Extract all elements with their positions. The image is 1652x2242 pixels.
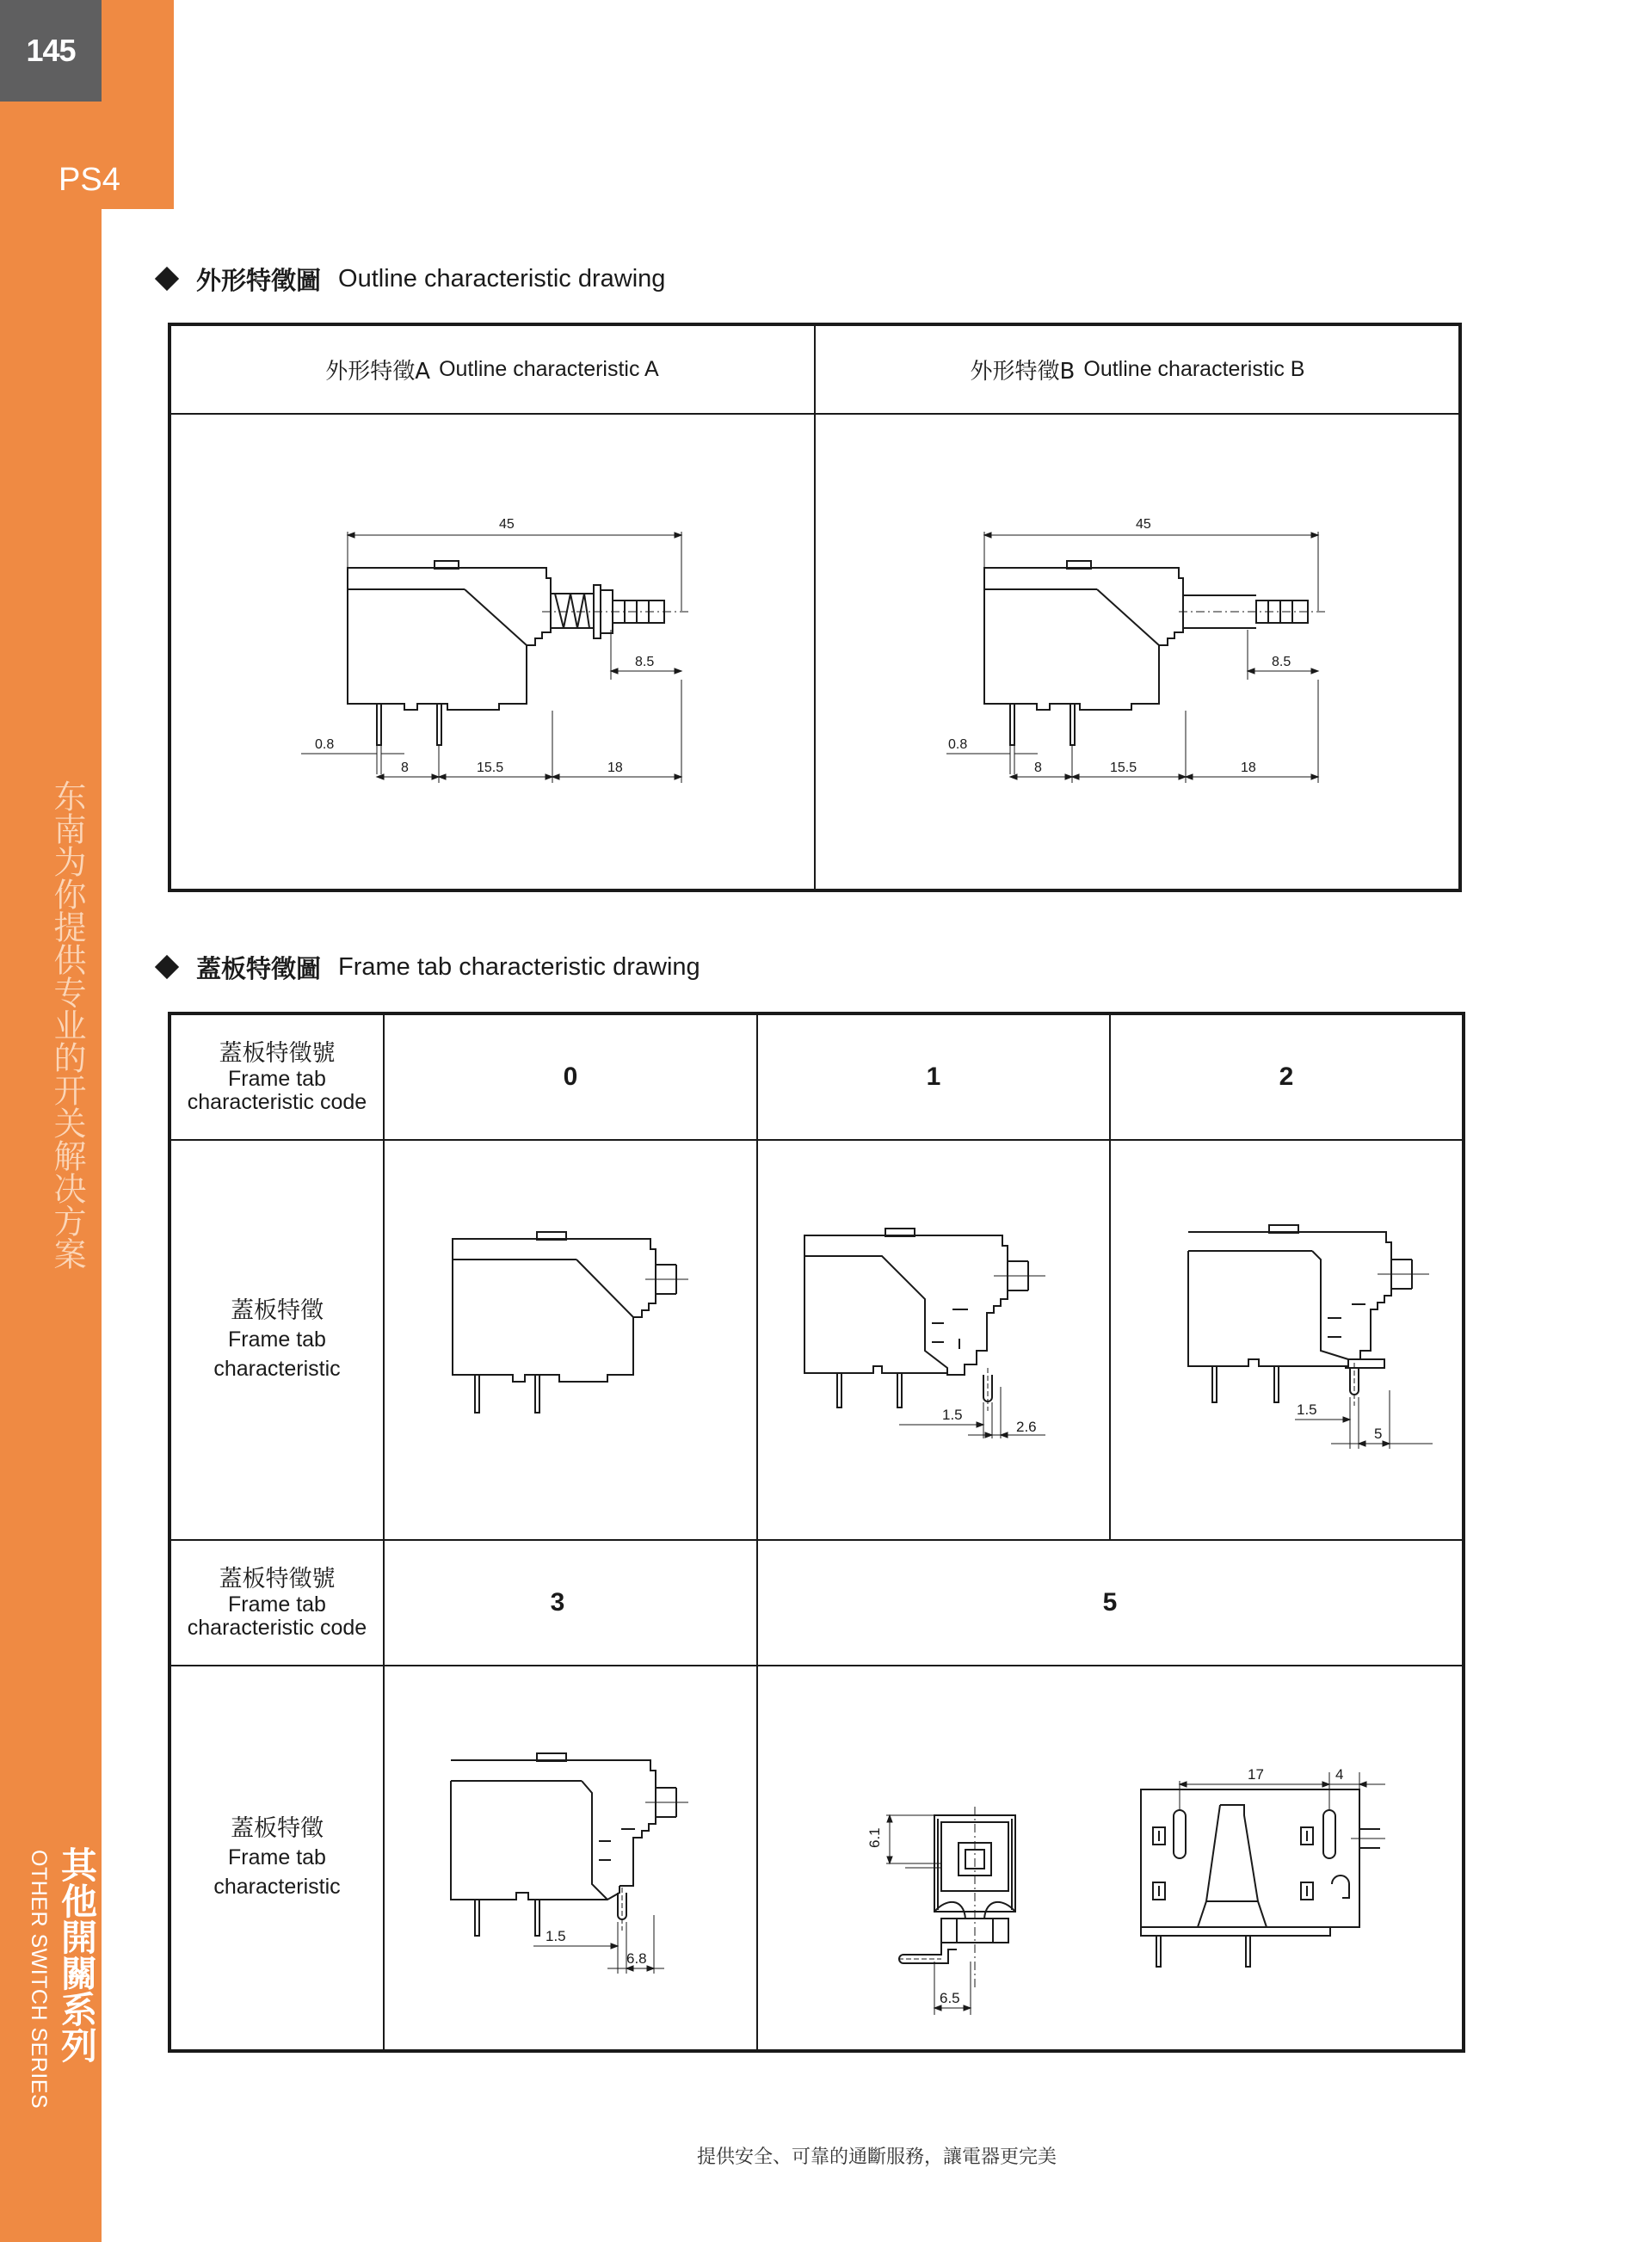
char-label-cell-1 [171, 1141, 383, 1539]
dim-a-18: 18 [607, 761, 623, 775]
dim-b-8: 8 [1034, 761, 1042, 775]
section-outline-title-en: Outline characteristic drawing [338, 264, 666, 293]
dim-b-18: 18 [1241, 761, 1256, 775]
code-label-cn: 蓋板特徵號 [219, 1566, 336, 1592]
dim-2-1-5: 1.5 [1297, 1401, 1317, 1418]
footer-slogan: 提供安全、可靠的通斷服務，讓電器更完美 [696, 2147, 1057, 2168]
dim-5-6-5: 6.5 [940, 1990, 960, 2006]
section-frame-title-cn: 蓋板特徵圖 [196, 953, 322, 983]
diamond-bullet-icon [155, 955, 179, 979]
frame-tab-drawing-1 [796, 1222, 1088, 1480]
outline-table-header-line [170, 413, 1460, 415]
diamond-bullet-icon [155, 267, 179, 291]
dim-b-8-5: 8.5 [1272, 655, 1291, 669]
char-label-en-2: characteristic [213, 1356, 341, 1381]
dim-3-6-8: 6.8 [626, 1950, 647, 1967]
frame-tab-drawing-3 [439, 1746, 714, 2005]
page-number: 145 [0, 0, 102, 102]
char-label-en-1: Frame tab [228, 1845, 326, 1869]
dim-5-6-1: 6.1 [866, 1827, 883, 1848]
dim-b-45: 45 [1136, 517, 1151, 532]
char-label-en-2: characteristic [213, 1874, 341, 1899]
code-label-cn: 蓋板特徵號 [219, 1040, 336, 1067]
section-frame-heading [158, 950, 700, 984]
code-0: 0 [563, 1062, 578, 1091]
outline-col-a-cn: 外形特徵A [325, 358, 431, 385]
code-label-en-1: Frame tab [228, 1592, 326, 1617]
code-label-en-2: characteristic code [187, 1616, 367, 1640]
series-title-en: OTHER SWITCH SERIES [27, 1850, 51, 2110]
outline-col-b-header [816, 326, 1459, 412]
code-2: 2 [1279, 1062, 1294, 1091]
frame-tab-drawing-5b [1119, 1738, 1394, 1970]
model-label: PS4 [59, 162, 120, 198]
outline-drawing-b [921, 508, 1351, 800]
slogan-vertical: 东南为你提供专业的开关解决方案 [48, 779, 86, 1270]
code-5: 5 [1102, 1588, 1118, 1617]
dim-a-0-8: 0.8 [315, 737, 335, 752]
code-1: 1 [926, 1062, 941, 1091]
code-label-en-2: characteristic code [187, 1090, 367, 1114]
frame-tab-col-divider-1 [756, 1013, 758, 2051]
dim-5-17: 17 [1248, 1766, 1264, 1783]
dim-b-0-8: 0.8 [948, 737, 968, 752]
code-label-cell-1 [171, 1015, 383, 1139]
section-outline-title-cn: 外形特徵圖 [196, 265, 322, 295]
char-label-cn: 蓋板特徵 [231, 1297, 324, 1324]
series-title-cn: 其他開關系列 [56, 1846, 98, 2063]
char-label-cn: 蓋板特徵 [231, 1814, 324, 1842]
code-label-cell-2 [171, 1541, 383, 1665]
outline-drawing-a [284, 508, 714, 800]
frame-tab-col-label-divider [383, 1013, 385, 2051]
code-label-en-1: Frame tab [228, 1067, 326, 1091]
outline-col-a-en: Outline characteristic A [439, 356, 659, 381]
frame-tab-drawing-2 [1183, 1222, 1476, 1480]
dim-b-15-5: 15.5 [1110, 761, 1137, 775]
code-3: 3 [550, 1588, 565, 1617]
dim-a-15-5: 15.5 [477, 761, 504, 775]
outline-col-a-header [171, 326, 813, 412]
dim-a-8: 8 [401, 761, 409, 775]
dim-1-2-6: 2.6 [1016, 1419, 1037, 1435]
char-label-en-1: Frame tab [228, 1327, 326, 1352]
dim-a-8-5: 8.5 [635, 655, 655, 669]
outline-col-b-cn: 外形特徵B [970, 358, 1076, 385]
dim-a-45: 45 [499, 517, 515, 532]
frame-tab-drawing-0 [439, 1222, 714, 1428]
dim-3-1-5: 1.5 [546, 1928, 566, 1944]
frame-tab-drawing-5a [852, 1789, 1050, 2022]
section-frame-title-en: Frame tab characteristic drawing [338, 952, 700, 981]
char-label-cell-2 [171, 1666, 383, 2049]
dim-1-1-5: 1.5 [942, 1407, 963, 1423]
dim-2-5: 5 [1374, 1426, 1383, 1442]
section-outline-heading [158, 262, 665, 296]
outline-col-b-en: Outline characteristic B [1083, 356, 1305, 381]
dim-5-4: 4 [1335, 1766, 1344, 1783]
